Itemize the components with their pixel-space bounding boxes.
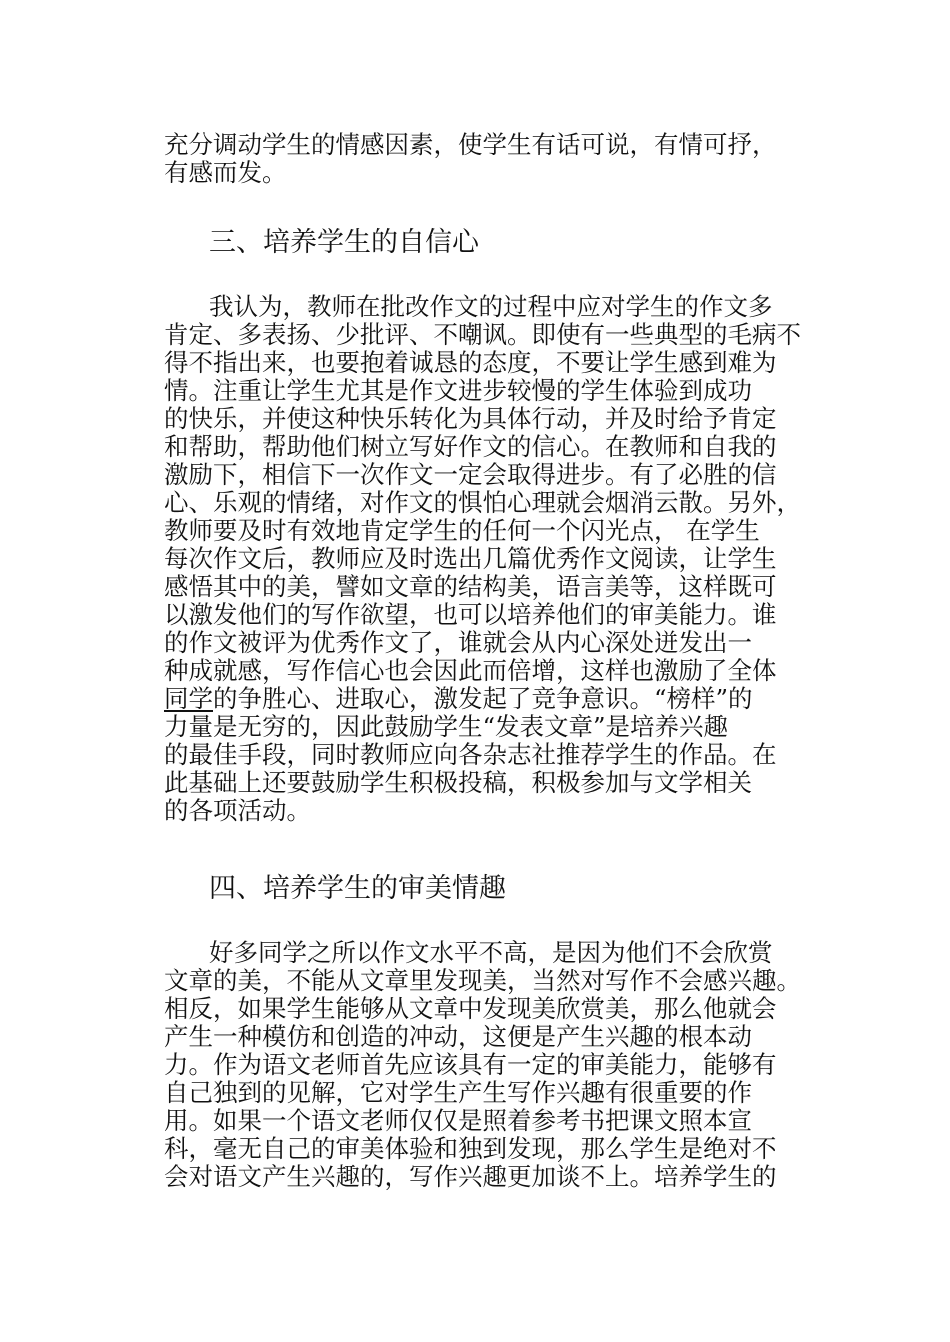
paragraph-line: 充分调动学生的情感因素，使学生有话可说，有情可抒， bbox=[164, 130, 777, 159]
paragraph-line: 和帮助，帮助他们树立写好作文的信心。在教师和自我的 bbox=[164, 432, 777, 461]
paragraph-line: 力。作为语文老师首先应该具有一定的审美能力，能够有 bbox=[164, 1050, 777, 1079]
line-text: 的争胜心、进取心，激发起了竞争意识。“榜样”的 bbox=[213, 684, 753, 713]
section-heading: 四、培养学生的审美情趣 bbox=[209, 873, 506, 904]
paragraph-line: 以激发他们的写作欲望，也可以培养他们的审美能力。谁 bbox=[164, 600, 777, 629]
paragraph-line: 情。注重让学生尤其是作文进步较慢的学生体验到成功 bbox=[164, 376, 752, 405]
paragraph-line: 的各项活动。 bbox=[164, 796, 311, 825]
paragraph-line: 教师要及时有效地肯定学生的任何一个闪光点， 在学生 bbox=[164, 516, 760, 545]
paragraph-line: 自己独到的见解，它对学生产生写作兴趣有很重要的作 bbox=[164, 1078, 752, 1107]
paragraph-line: 力量是无穷的，因此鼓励学生“发表文章”是培养兴趣 bbox=[164, 712, 729, 741]
paragraph-line bbox=[164, 685, 753, 713]
paragraph-line: 会对语文产生兴趣的，写作兴趣更加谈不上。培养学生的 bbox=[164, 1162, 777, 1191]
paragraph-line: 有感而发。 bbox=[164, 158, 287, 187]
paragraph-line: 科，毫无自己的审美体验和独到发现，那么学生是绝对不 bbox=[164, 1134, 777, 1163]
paragraph-line: 心、乐观的情绪，对作文的惧怕心理就会烟消云散。另外， bbox=[164, 488, 801, 517]
paragraph-line: 的作文被评为优秀作文了，谁就会从内心深处迸发出一 bbox=[164, 628, 752, 657]
paragraph-line: 相反，如果学生能够从文章中发现美欣赏美，那么他就会 bbox=[164, 994, 777, 1023]
paragraph-line: 好多同学之所以作文水平不高，是因为他们不会欣赏 bbox=[209, 938, 773, 967]
paragraph-line: 的最佳手段，同时教师应向各杂志社推荐学生的作品。在 bbox=[164, 740, 777, 769]
paragraph-line: 文章的美，不能从文章里发现美，当然对写作不会感兴趣。 bbox=[164, 966, 801, 995]
paragraph-line: 我认为，教师在批改作文的过程中应对学生的作文多 bbox=[209, 292, 773, 321]
paragraph-line: 感悟其中的美，譬如文章的结构美，语言美等，这样既可 bbox=[164, 572, 777, 601]
paragraph-line: 得不指出来，也要抱着诚恳的态度，不要让学生感到难为 bbox=[164, 348, 777, 377]
section-heading: 三、培养学生的自信心 bbox=[209, 227, 479, 258]
underlined-word: 同学 bbox=[164, 684, 213, 713]
paragraph-line: 的快乐，并使这种快乐转化为具体行动，并及时给予肯定 bbox=[164, 404, 777, 433]
paragraph-line: 每次作文后，教师应及时选出几篇优秀作文阅读，让学生 bbox=[164, 544, 777, 573]
paragraph-line: 种成就感，写作信心也会因此而倍增，这样也激励了全体 bbox=[164, 656, 777, 685]
paragraph-line: 肯定、多表扬、少批评、不嘲讽。即使有一些典型的毛病不 bbox=[164, 320, 801, 349]
paragraph-line: 产生一种模仿和创造的冲动，这便是产生兴趣的根本动 bbox=[164, 1022, 752, 1051]
paragraph-line: 此基础上还要鼓励学生积极投稿，积极参加与文学相关 bbox=[164, 768, 752, 797]
paragraph-line: 激励下，相信下一次作文一定会取得进步。有了必胜的信 bbox=[164, 460, 777, 489]
paragraph-line: 用。如果一个语文老师仅仅是照着参考书把课文照本宣 bbox=[164, 1106, 752, 1135]
